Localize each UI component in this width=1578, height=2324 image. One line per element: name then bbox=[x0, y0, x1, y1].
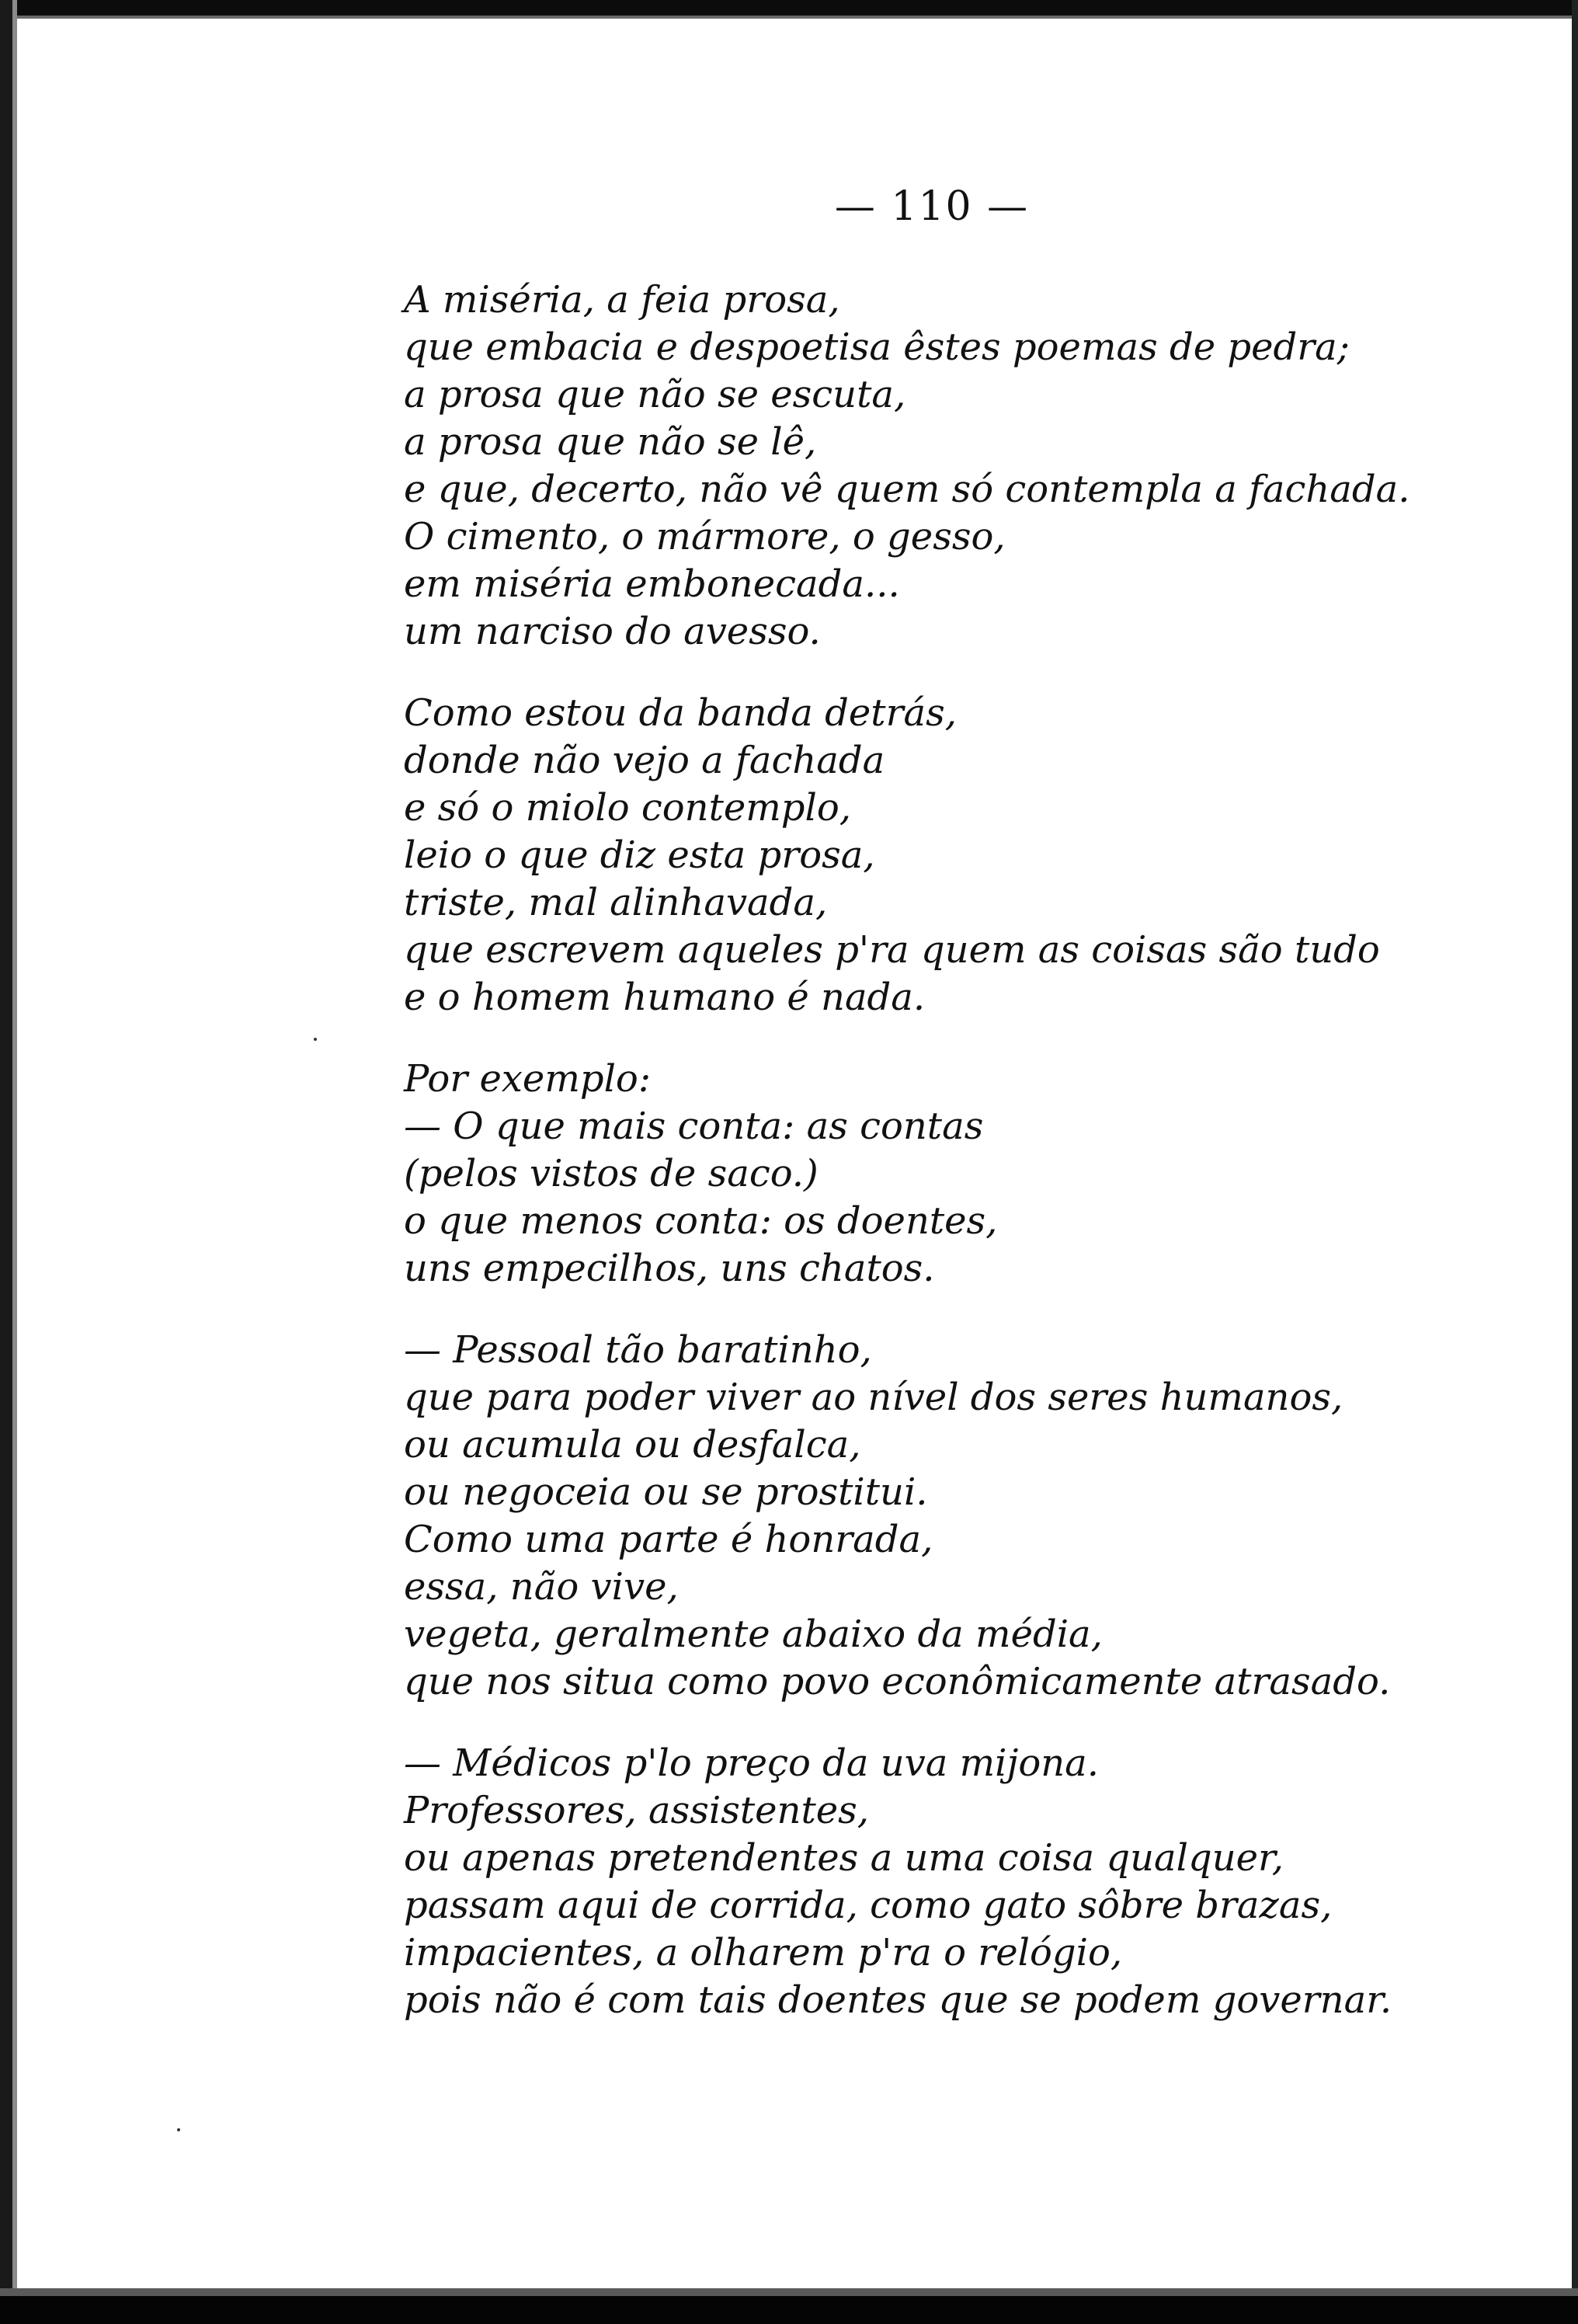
poem-line: — Pessoal tão baratinho, bbox=[404, 1328, 872, 1372]
poem-line: uns empecilhos, uns chatos. bbox=[404, 1247, 935, 1290]
poem-line: O cimento, o mármore, o gesso, bbox=[404, 515, 1006, 558]
poem-line: Como uma parte é honrada, bbox=[404, 1518, 933, 1561]
poem-line: e que, decerto, não vê quem só contempla a fachada. bbox=[404, 468, 1410, 511]
scan-speck bbox=[314, 1038, 317, 1041]
poem-line: que embacia e despoetisa êstes poemas de pedra; bbox=[404, 325, 1350, 369]
poem-line: um narciso do avesso. bbox=[404, 610, 821, 653]
poem-line: A miséria, a feia prosa, bbox=[404, 278, 840, 322]
poem-line: em miséria embonecada... bbox=[404, 562, 900, 606]
poem-line: — Médicos p'lo preço da uva mijona. bbox=[404, 1741, 1100, 1785]
poem-line: (pelos vistos de saco.) bbox=[404, 1152, 819, 1195]
scan-speck bbox=[177, 2128, 180, 2131]
scan-border-left-shadow bbox=[12, 0, 17, 2324]
poem-line: e só o miolo contemplo, bbox=[404, 786, 852, 830]
poem-stanza bbox=[404, 690, 1491, 1021]
poem-line: — O que mais conta: as contas bbox=[404, 1105, 984, 1148]
scan-border-top bbox=[0, 0, 1578, 16]
poem-line: que nos situa como povo econômicamente atrasado. bbox=[404, 1660, 1391, 1703]
scan-border-top-shadow bbox=[0, 16, 1578, 19]
page-number: — 110 — bbox=[834, 183, 1030, 230]
poem-stanza bbox=[404, 1327, 1491, 1706]
scan-border-bottom bbox=[0, 2296, 1578, 2324]
poem-line: ou apenas pretendentes a uma coisa qualquer, bbox=[404, 1836, 1284, 1880]
poem-line: vegeta, geralmente abaixo da média, bbox=[404, 1613, 1103, 1656]
poem-line: pois não é com tais doentes que se podem governar. bbox=[404, 1978, 1392, 2022]
poem-line: Como estou da banda detrás, bbox=[404, 691, 958, 735]
poem-line: passam aqui de corrida, como gato sôbre brazas, bbox=[404, 1884, 1333, 1927]
poem-line: donde não vejo a fachada bbox=[404, 739, 885, 782]
scan-border-right bbox=[1572, 0, 1578, 2324]
poem-line: triste, mal alinhavada, bbox=[404, 881, 828, 924]
poem-line: e o homem humano é nada. bbox=[404, 976, 926, 1019]
scan-border-bottom-shadow bbox=[0, 2288, 1578, 2296]
poem-stanza bbox=[404, 277, 1491, 656]
poem-body bbox=[404, 277, 1491, 2058]
poem-line: o que menos conta: os doentes, bbox=[404, 1199, 998, 1243]
poem-line: que para poder viver ao nível dos seres humanos, bbox=[404, 1376, 1343, 1419]
poem-line: essa, não vive, bbox=[404, 1565, 679, 1609]
poem-line: que escrevem aqueles p'ra quem as coisas são tudo bbox=[404, 928, 1380, 972]
poem-line: Por exemplo: bbox=[404, 1057, 651, 1101]
poem-line: leio o que diz esta prosa, bbox=[404, 833, 875, 877]
poem-line: Professores, assistentes, bbox=[404, 1789, 870, 1832]
poem-line: impacientes, a olharem p'ra o relógio, bbox=[404, 1931, 1123, 1974]
poem-stanza bbox=[404, 1740, 1491, 2024]
poem-line: ou acumula ou desfalca, bbox=[404, 1423, 861, 1466]
poem-stanza bbox=[404, 1056, 1491, 1292]
scan-border-left bbox=[0, 0, 12, 2324]
poem-line: a prosa que não se lê, bbox=[404, 420, 817, 464]
poem-line: a prosa que não se escuta, bbox=[404, 373, 906, 416]
poem-line: ou negoceia ou se prostitui. bbox=[404, 1470, 928, 1514]
